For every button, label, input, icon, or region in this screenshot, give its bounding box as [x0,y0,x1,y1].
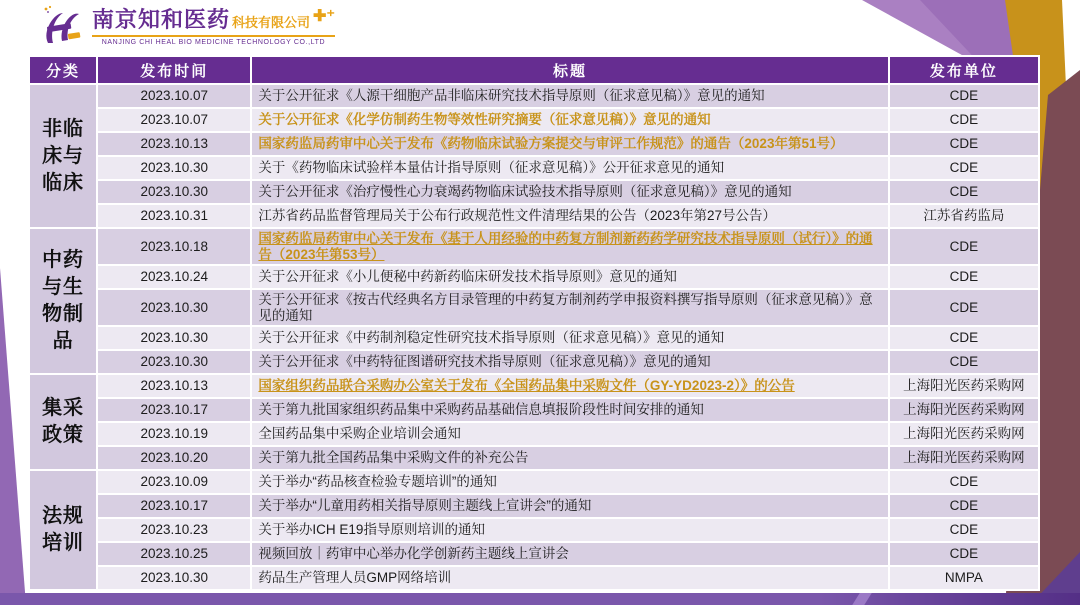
unit-cell: CDE [890,109,1038,131]
category-cell-procurement-policy: 集采政策 [30,375,96,469]
title-link[interactable]: 国家药监局药审中心关于发布《基于人用经验的中药复方制剂新药药学研究技术指导原则（试行）》的通告（2023年第53号） [252,229,887,264]
table-row [30,205,1038,227]
table-row [30,567,1038,589]
date-cell: 2023.10.30 [98,327,250,349]
date-cell: 2023.10.25 [98,543,250,565]
category-cell-tcm-biologics: 中药与生物制品 [30,229,96,373]
unit-cell: CDE [890,133,1038,155]
title-cell: 关于公开征求《中药特征图谱研究技术指导原则（征求意见稿）》意见的通知 [252,351,887,373]
date-cell: 2023.10.30 [98,157,250,179]
table-row [30,375,1038,397]
decoration-bottom-band [0,593,1080,605]
unit-cell: NMPA [890,567,1038,589]
unit-cell: CDE [890,471,1038,493]
unit-cell: 上海阳光医药采购网 [890,447,1038,469]
date-cell: 2023.10.07 [98,109,250,131]
unit-cell: CDE [890,327,1038,349]
title-cell: 视频回放｜药审中心举办化学创新药主题线上宣讲会 [252,543,887,565]
unit-cell: CDE [890,229,1038,264]
unit-cell: 上海阳光医药采购网 [890,423,1038,445]
table-row [30,519,1038,541]
title-cell: 全国药品集中采购企业培训会通知 [252,423,887,445]
unit-cell: CDE [890,543,1038,565]
date-cell: 2023.10.17 [98,495,250,517]
header-publish-unit: 发布单位 [890,57,1038,83]
title-cell: 江苏省药品监督管理局关于公布行政规范性文件清理结果的公告（2023年第27号公告） [252,205,887,227]
date-cell: 2023.10.13 [98,375,250,397]
date-cell: 2023.10.31 [98,205,250,227]
title-cell: 关于《药物临床试验样本量估计指导原则（征求意见稿）》公开征求意见的通知 [252,157,887,179]
title-cell: 关于举办“儿童用药相关指导原则主题线上宣讲会”的通知 [252,495,887,517]
title-cell: 国家药监局药审中心关于发布《药物临床试验方案提交与审评工作规范》的通告（2023年第51号） [252,133,887,155]
date-cell: 2023.10.19 [98,423,250,445]
unit-cell: CDE [890,266,1038,288]
table-row [30,495,1038,517]
table-row [30,85,1038,107]
unit-cell: CDE [890,157,1038,179]
title-cell: 关于公开征求《按古代经典名方目录管理的中药复方制剂药学申报资料撰写指导原则（征求意见稿）》意见的通知 [252,290,887,325]
table-row [30,229,1038,264]
title-cell: 关于公开征求《人源干细胞产品非临床研究技术指导原则（征求意见稿）》意见的通知 [252,85,887,107]
table-row [30,423,1038,445]
date-cell: 2023.10.30 [98,351,250,373]
company-logo-icon [38,3,84,49]
unit-cell: CDE [890,290,1038,325]
title-cell: 关于第九批全国药品集中采购文件的补充公告 [252,447,887,469]
date-cell: 2023.10.09 [98,471,250,493]
unit-cell: 江苏省药监局 [890,205,1038,227]
title-link[interactable]: 国家组织药品联合采购办公室关于发布《全国药品集中采购文件（GY-YD2023-2）》的公告 [252,375,887,397]
title-cell: 关于公开征求《化学仿制药生物等效性研究摘要（征求意见稿）》意见的通知 [252,109,887,131]
table-row [30,399,1038,421]
table-header-row [30,57,1038,83]
title-cell: 关于举办ICH E19指导原则培训的通知 [252,519,887,541]
title-cell: 药品生产管理人员GMP网络培训 [252,567,887,589]
table-row [30,327,1038,349]
date-cell: 2023.10.23 [98,519,250,541]
date-cell: 2023.10.30 [98,567,250,589]
date-cell: 2023.10.13 [98,133,250,155]
title-cell: 关于第九批国家组织药品集中采购药品基础信息填报阶段性时间安排的通知 [252,399,887,421]
header-publish-date: 发布时间 [98,57,250,83]
table-row [30,543,1038,565]
date-cell: 2023.10.24 [98,266,250,288]
date-cell: 2023.10.20 [98,447,250,469]
table-row [30,157,1038,179]
table-row [30,447,1038,469]
date-cell: 2023.10.30 [98,290,250,325]
company-logo [38,3,335,51]
title-cell: 关于公开征求《小儿便秘中药新药临床研发技术指导原则》意见的通知 [252,266,887,288]
unit-cell: 上海阳光医药采购网 [890,375,1038,397]
title-cell: 关于公开征求《治疗慢性心力衰竭药物临床试验技术指导原则（征求意见稿）》意见的通知 [252,181,887,203]
unit-cell: CDE [890,519,1038,541]
table-row [30,351,1038,373]
unit-cell: CDE [890,85,1038,107]
table-row [30,133,1038,155]
company-name-cn: 南京知和医药 [92,7,231,32]
sparkle-icon: ✚⁺ [313,8,335,25]
unit-cell: CDE [890,351,1038,373]
category-cell-regulation-training: 法规培训 [30,471,96,589]
date-cell: 2023.10.30 [98,181,250,203]
table-row [30,109,1038,131]
title-cell: 关于公开征求《中药制剂稳定性研究技术指导原则（征求意见稿）》意见的通知 [252,327,887,349]
company-name-en: NANJING CHI HEAL BIO MEDICINE TECHNOLOGY CO.,LTD [101,39,326,46]
date-cell: 2023.10.07 [98,85,250,107]
table-row [30,266,1038,288]
category-cell-nonclinical-clinical: 非临床与临床 [30,85,96,227]
date-cell: 2023.10.17 [98,399,250,421]
company-logo-text [92,3,335,46]
title-cell: 关于举办“药品核查检验专题培训”的通知 [252,471,887,493]
company-name-suffix: 科技有限公司 [232,15,311,30]
table-row [30,471,1038,493]
regulatory-news-table [28,55,1040,591]
table-row [30,290,1038,325]
unit-cell: 上海阳光医药采购网 [890,399,1038,421]
table-row [30,181,1038,203]
unit-cell: CDE [890,495,1038,517]
unit-cell: CDE [890,181,1038,203]
date-cell: 2023.10.18 [98,229,250,264]
header-title: 标题 [252,57,887,83]
header-category: 分类 [30,57,96,83]
